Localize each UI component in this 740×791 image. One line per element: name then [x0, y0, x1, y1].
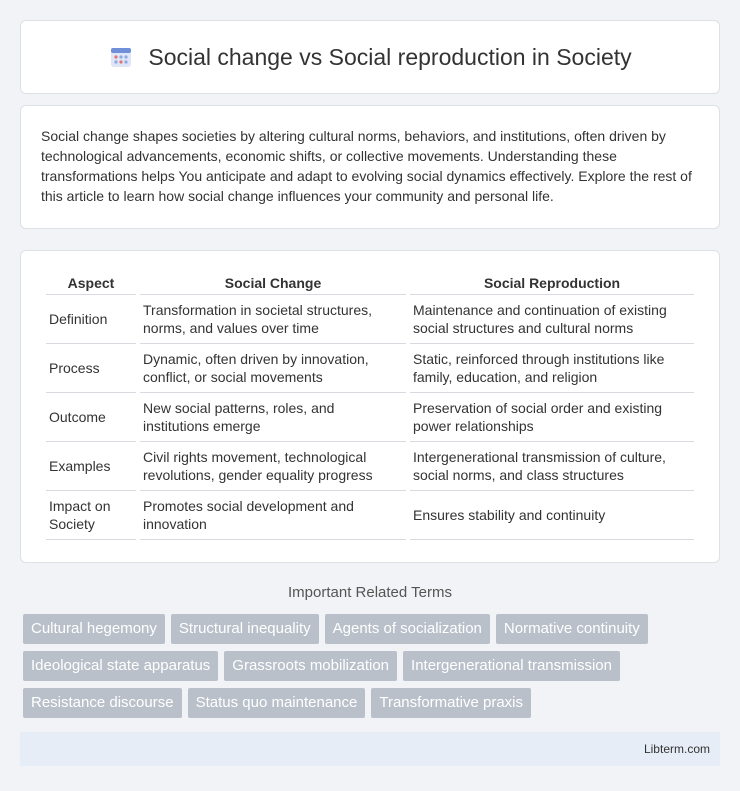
row-aspect: Definition: [46, 295, 136, 344]
header-aspect: Aspect: [46, 271, 136, 295]
row-social-change: Transformation in societal structures, norms, and values over time: [140, 295, 406, 344]
table-row: [46, 295, 694, 344]
row-social-reproduction: Ensures stability and continuity: [410, 491, 694, 540]
row-aspect: Examples: [46, 442, 136, 491]
row-social-reproduction: Maintenance and continuation of existing social structures and cultural norms: [410, 295, 694, 344]
tag-structural-inequality[interactable]: Structural inequality: [171, 614, 319, 644]
tag-ideological-state-apparatus[interactable]: Ideological state apparatus: [23, 651, 218, 681]
tag-normative-continuity[interactable]: Normative continuity: [496, 614, 648, 644]
row-social-change: Civil rights movement, technological revolutions, gender equality progress: [140, 442, 406, 491]
tag-agents-of-socialization[interactable]: Agents of socialization: [325, 614, 490, 644]
row-social-change: Promotes social development and innovation: [140, 491, 406, 540]
row-social-reproduction: Static, reinforced through institutions like family, education, and religion: [410, 344, 694, 393]
intro-text: Social change shapes societies by altering cultural norms, behaviors, and institutions, often driven by technological advancements, economic shifts, or collective movements. Understanding these transformations helps You anticipate and adapt to evolving social dynamics effectively. Explore the rest of this article to learn how social change influences your community and personal life.: [41, 128, 692, 204]
row-aspect: Outcome: [46, 393, 136, 442]
intro-card: [20, 105, 720, 229]
table-row: [46, 491, 694, 540]
tag-status-quo-maintenance[interactable]: Status quo maintenance: [188, 688, 366, 718]
related-terms-section: [20, 584, 720, 718]
row-aspect: Process: [46, 344, 136, 393]
calendar-grid-icon: [108, 44, 134, 70]
row-aspect: Impact on Society: [46, 491, 136, 540]
header-card: [20, 20, 720, 94]
table-header-row: [46, 271, 694, 295]
tag-intergenerational-transmission[interactable]: Intergenerational transmission: [403, 651, 620, 681]
related-terms-heading: Important Related Terms: [288, 584, 452, 601]
page-title: Social change vs Social reproduction in Society: [148, 43, 632, 70]
row-social-reproduction: Intergenerational transmission of culture, social norms, and class structures: [410, 442, 694, 491]
tag-cultural-hegemony[interactable]: Cultural hegemony: [23, 614, 165, 644]
tag-grassroots-mobilization[interactable]: Grassroots mobilization: [224, 651, 397, 681]
comparison-table: [42, 271, 698, 540]
tag-transformative-praxis[interactable]: Transformative praxis: [371, 688, 531, 718]
comparison-table-card: [20, 250, 720, 563]
table-row: [46, 344, 694, 393]
related-terms-tags: [20, 614, 720, 718]
row-social-reproduction: Preservation of social order and existing power relationships: [410, 393, 694, 442]
tag-resistance-discourse[interactable]: Resistance discourse: [23, 688, 182, 718]
row-social-change: Dynamic, often driven by innovation, conflict, or social movements: [140, 344, 406, 393]
footer-site-link[interactable]: Libterm.com: [643, 742, 710, 756]
row-social-change: New social patterns, roles, and institutions emerge: [140, 393, 406, 442]
header-social-reproduction: Social Reproduction: [410, 271, 694, 295]
table-row: [46, 442, 694, 491]
footer: [20, 732, 720, 766]
header-social-change: Social Change: [140, 271, 406, 295]
table-row: [46, 393, 694, 442]
